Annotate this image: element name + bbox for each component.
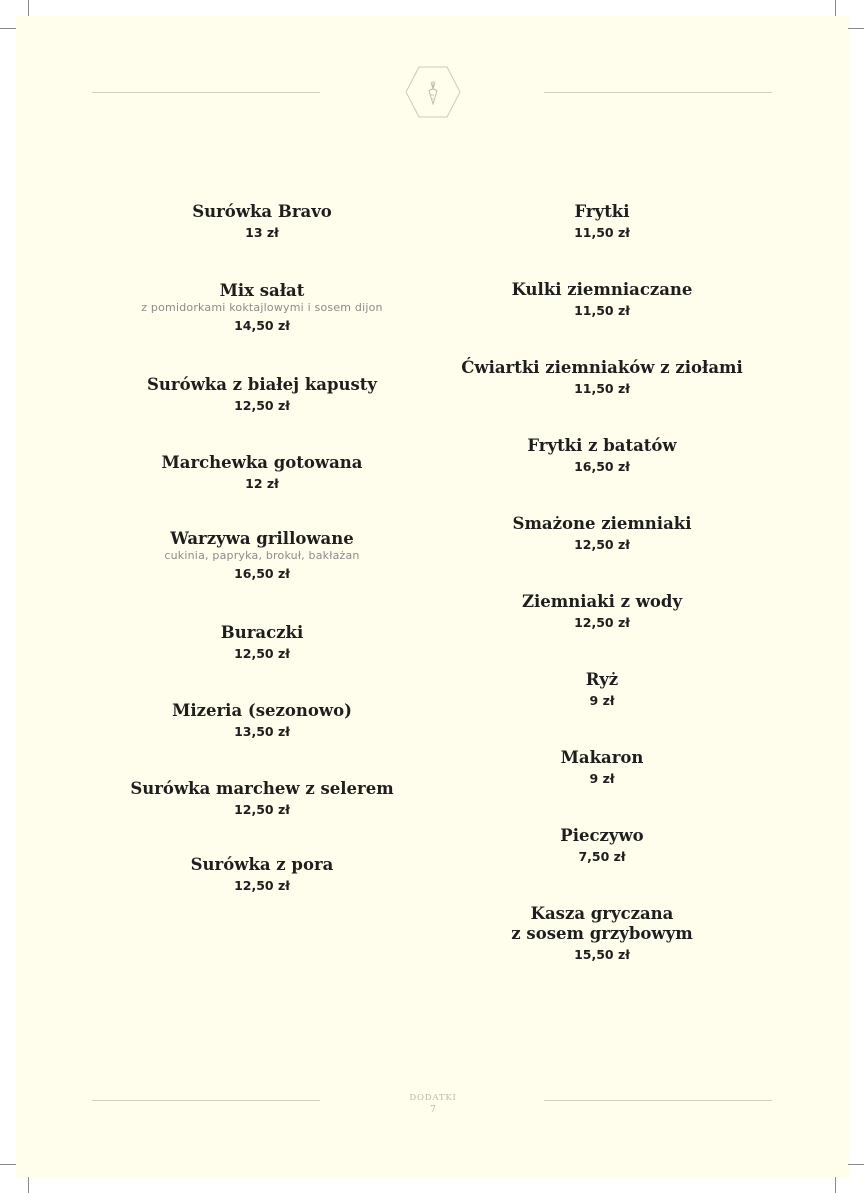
menu-item [97,623,427,663]
item-price: 12,50 zł [234,398,290,413]
item-description: cukinia, papryka, brokuł, bakłażan [164,549,360,562]
page-footer [383,1092,483,1116]
menu-item [97,453,427,493]
item-name: Pieczywo [560,826,644,845]
item-price: 9 zł [589,693,615,708]
item-description: z pomidorkami koktajlowymi i sosem dijon [141,301,383,314]
item-name: Mix sałat [219,281,305,300]
item-price: 12,50 zł [234,802,290,817]
menu-item [97,375,427,415]
item-price: 15,50 zł [574,947,630,962]
crop-mark [0,28,16,29]
item-price: 13,50 zł [234,724,290,739]
item-price: 9 zł [589,771,615,786]
crop-mark [28,0,29,16]
menu-item [97,281,427,335]
menu-item [437,280,767,320]
menu-item [437,826,767,866]
menu-item [437,670,767,710]
item-name: Surówka z białej kapusty [146,375,377,394]
menu-item [437,436,767,476]
item-name: Warzywa grillowane [170,529,354,548]
item-name: Frytki [574,202,630,221]
crop-mark [0,1164,16,1165]
footer-rule-right [544,1100,772,1101]
menu-item [97,701,427,741]
item-name: Ćwiartki ziemniaków z ziołami [461,358,743,377]
crop-mark [848,28,864,29]
item-price: 12,50 zł [574,537,630,552]
header-rule-right [544,92,772,93]
item-price: 7,50 zł [578,849,626,864]
crop-mark [835,1177,836,1193]
item-name-line-2: z sosem grzybowym [511,924,693,943]
carrot-in-hexagon-icon [405,66,461,118]
menu-item [97,779,427,819]
item-name: Marchewka gotowana [161,453,363,472]
footer-rule-left [92,1100,320,1101]
item-price: 11,50 zł [574,303,630,318]
item-name: Surówka z pora [190,855,334,874]
menu-item [437,904,767,964]
menu-item [437,358,767,398]
menu-item [97,855,427,895]
item-price: 12,50 zł [234,646,290,661]
item-name: Surówka marchew z selerem [130,779,394,798]
item-name: Ziemniaki z wody [521,592,683,611]
item-name: Kasza gryczana [530,904,674,923]
item-price: 13 zł [245,225,279,240]
item-name: Smażone ziemniaki [512,514,692,533]
item-name: Kulki ziemniaczane [511,280,693,299]
item-name: Mizeria (sezonowo) [172,701,352,720]
crop-mark [28,1177,29,1193]
menu-item [97,529,427,583]
item-price: 12,50 zł [574,615,630,630]
item-name: Buraczki [220,623,304,642]
item-price: 12 zł [245,476,279,491]
item-name: Ryż [585,670,619,689]
item-price: 11,50 zł [574,381,630,396]
item-name: Makaron [560,748,644,767]
item-price: 11,50 zł [574,225,630,240]
item-name: Surówka Bravo [192,202,332,221]
item-price: 14,50 zł [234,318,290,333]
menu-item [437,202,767,242]
page-number: 7 [430,1105,436,1115]
item-price: 16,50 zł [574,459,630,474]
crop-mark [835,0,836,16]
menu-item [437,514,767,554]
menu-item [437,592,767,632]
crop-mark [848,1164,864,1165]
menu-item [437,748,767,788]
item-price: 16,50 zł [234,566,290,581]
item-price: 12,50 zł [234,878,290,893]
header-rule-left [92,92,320,93]
section-title: DODATKI [409,1093,457,1103]
menu-item [97,202,427,242]
item-name: Frytki z batatów [527,436,677,455]
